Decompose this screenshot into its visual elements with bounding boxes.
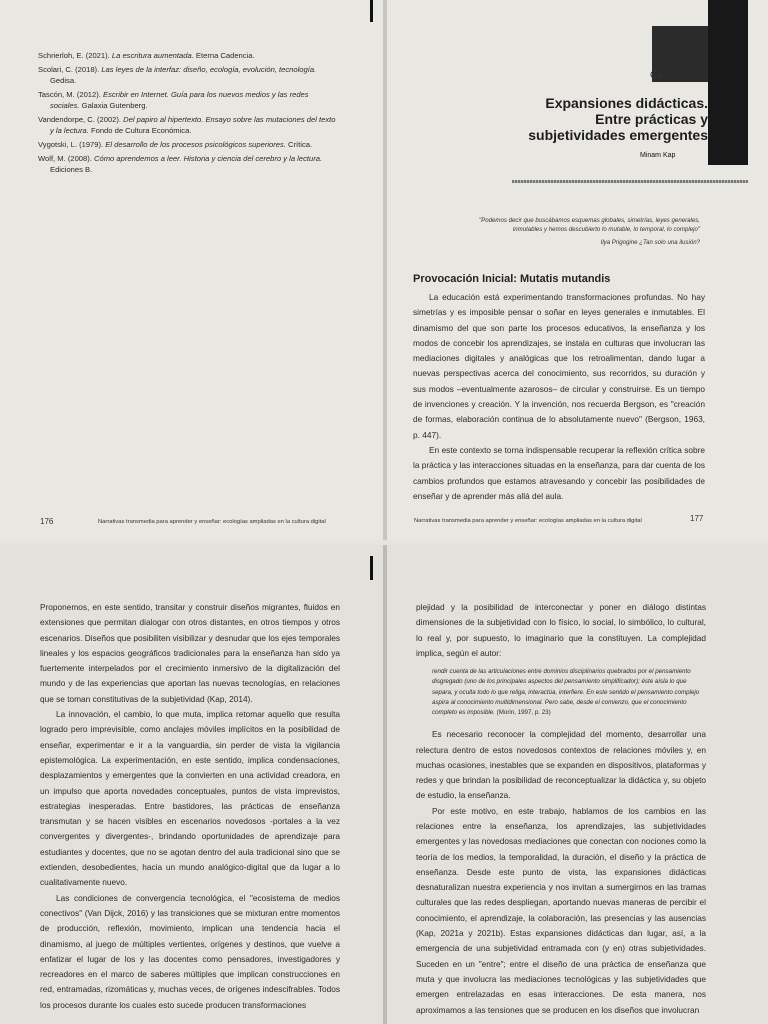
chapter-title-line: subjetividades emergentes	[528, 127, 708, 143]
body-column	[40, 600, 340, 1013]
spine-mark	[370, 556, 373, 580]
reference-item: Vygotski, L. (1979). El desarrollo de los procesos psicológicos superiores. Crítica.	[38, 139, 313, 149]
section-heading: Provocación Inicial: Mutatis mutandis	[413, 273, 611, 285]
paragraph: Por este motivo, en este trabajo, hablamos de los cambios en las relaciones entre la enseñanza, los aprendizajes, las subjetividades emergentes y las novedosas mediaciones que conectan con nociones como la teoría de los medios, la temporalidad, la duración, el diseño y la práctica de enseñanza. Desde este punto de vista, las expansiones didácticas desnaturalizan nuestra experiencia y nos invitan a sumergirnos en las tramas culturales que las redes despliegan, aportando nuevas maneras de percibir el conocimiento, el aprendizaje, la colaboración, las presencias y las ausencias (Kap, 2021a y 2021b). Estas expansiones didácticas dan lugar, así, a la emergencia de una subjetividad entramada con (y en) otras subjetividades. Suceden en un "entre"; entre el diseño de una práctica de enseñanza que muta y que involucra las mediaciones tecnológicas y las subjetividades que emergen entrelazadas en esas interacciones. De esta manera, nos aproximamos a las tensiones que se producen en los diseños que involucran	[416, 805, 706, 1015]
references-list	[38, 50, 338, 178]
paragraph: plejidad y la posibilidad de interconectar y poner en diálogo distintas dimensiones de la subjetividad con lo físico, lo social, lo simbólico, lo cultural, lo real y, por supuesto, lo imaginario que la constituyen. La complejidad implica, según el autor:	[416, 602, 706, 658]
block-quote: rendir cuenta de las articulaciones entre dominios disciplinarios quebrados por el pensamiento disgregado (uno de los principales aspectos del pensamiento simplificador); éste aísla lo que separa, y oculta todo lo que religa, interactúa, interfiere. En este sentido el pensamiento complejo aspira al conocimiento multidimensional. Pero sabe, desde el comienzo, que el conocimiento completo es imposible. (Morin, 1997, p. 23)	[432, 668, 700, 716]
book-spine-top	[383, 0, 387, 540]
paragraph: La educación está experimentando transformaciones profundas. No hay simetrías y es imposible pensar o soñar en leyes generales e inmutables. El dinamismo del que son parte los procesos educativos, la enseñanza y los modos de concebir los aprendizajes, se instala en culturas que involucran las mediaciones digitales y analógicas que los retroalimentan, dando lugar a nuevas perspectivas acerca del conocimiento, sus recorridos, su duración y sus modos –eventualmente azarosos– de circular y construirse. Es un tiempo de invenciones y creación. Y la invención, nos recuerda Bergson, es "creación de formas, elaboración continua de lo absolutamente nuevo" (Bergson, 1963, p. 447).	[413, 292, 705, 440]
paragraph: Es necesario reconocer la complejidad del momento, desarrollar una relectura dentro de estos novedosos contextos de relaciones móviles y, en muchas ocasiones, inestables que se expanden en dispositivos, plataformas y redes y que brindan la posibilidad de reconceptualizar la didáctica y, su objeto de estudio, la enseñanza.	[416, 729, 706, 801]
chapter-label: Ca	[650, 70, 663, 81]
epigraph: "Podemos decir que buscábamos esquemas globales, simetrías, leyes generales, inmutables y hemos descubierto lo mutable, lo temporal, lo complejo"	[479, 217, 700, 234]
paragraph: La innovación, el cambio, lo que muta, implica retomar aquello que resulta logrado pero imprevisible, como anclajes móviles implícitos en la posibilidad de enseñar, experimentar e ir a la vanguardia, sin perder de vista la vigilancia epistemológica. La experimentación, en este sentido, implica condensaciones, desplazamientos y emergentes que la convierten en una actividad creadora, en un impulso que aporta novedades conceptuales, puntos de vista imprevistos, estrategias inesperadas. Entre bastidores, las prácticas de enseñanza transmutan y se hacen visibles en escenarios novedosos -portales a la vez convergentes y divergentes-, brindando oportunidades de aprendizaje para estudiantes y docentes, que no se agotan dentro del aula tradicional sino que se extienden, desobedientes, hacia un mundo analógico-digital que da lugar a lo cualitativamente nuevo.	[40, 709, 340, 888]
chapter-title-line: Expansiones didácticas.	[545, 95, 708, 111]
chapter-title-line: Entre prácticas y	[595, 111, 708, 127]
page-number: 177	[690, 514, 704, 523]
book-spine-bottom	[383, 545, 387, 1024]
spine-mark	[370, 0, 373, 22]
page-footer: Narrativas transmedia para aprender y enseñar: ecologías ampliadas en la cultura digital	[414, 518, 642, 524]
body-column	[416, 600, 706, 1018]
quote-source: (Morin, 1997, p. 23)	[496, 709, 551, 716]
reference-item: Wolf, M. (2008). Cómo aprendemos a leer. Historia y ciencia del cerebro y la lectura. Ediciones B.	[38, 153, 323, 174]
chapter-title	[512, 95, 708, 143]
chapter-author: Minam Kap	[640, 152, 676, 159]
reference-item: Schrierloh, E. (2021). La escritura aumentada. Eterna Cadencia.	[38, 51, 255, 60]
paragraph: En este contexto se torna indispensable recuperar la reflexión crítica sobre la práctica y las interacciones situadas en la enseñanza, para dar cuenta de los cambios profundos que estamos atravesando y concebir las posibilidades de enseñar y de aprender más allá del aula.	[413, 444, 705, 501]
epigraph-source: Ilya Prigogine ¿Tan solo una ilusión?	[600, 239, 700, 246]
page-footer: Narrativas transmedia para aprender y enseñar: ecologías ampliadas en la cultura digital	[98, 519, 326, 525]
reference-item: Tascón, M. (2012). Escribir en Internet. Guía para los nuevos medios y las redes sociales. Galaxia Gutenberg.	[38, 89, 309, 110]
chapter-tab-decoration	[708, 0, 748, 165]
chapter-divider	[512, 180, 748, 183]
body-column	[413, 290, 705, 504]
reference-item: Scolari, C. (2018). Las leyes de la interfaz: diseño, ecología, evolución, tecnología. Gedisa.	[38, 64, 317, 85]
page-number: 176	[40, 517, 54, 526]
paragraph: Las condiciones de convergencia tecnológica, el "ecosistema de medios conectivos" (Van Dijck, 2016) y las transiciones que se mixturan entre momentos de producción, reflexión, movimiento, implican una tendencia hacia el dinamismo, al juego de múltiples vertientes, orígenes y destinos, que vuelve a enfatizar el lugar de los y las docentes como pensadores, investigadores y recreadores en el marco de saberes múltiples que implican construcciones en red, entramadas, rizomáticas y, muchas veces, de orígenes indescifrables. Todos los procesos durante los cuales esto sucede producen transformaciones	[40, 892, 340, 1010]
reference-item: Vandendorpe, C. (2002). Del papiro al hipertexto. Ensayo sobre las mutaciones del texto y la lectura. Fondo de Cultura Económica.	[38, 114, 336, 135]
paragraph: Proponemos, en este sentido, transitar y construir diseños migrantes, fluidos en extensiones que permitan dialogar con otros distantes, en otros tiempos y otros escenarios. Diseños que posibiliten visibilizar y desnudar que los ejes temporales lineales y los espacios geográficos tradicionales para la enseñanza han sido ya fuertemente interpelados por el crecimiento inmersivo de la digitalización del mundo y de las experiencias que aportan las nuevas tecnologías, en relaciones que se toman constitutivas de la subjetividad (Kap, 2014).	[40, 602, 340, 704]
